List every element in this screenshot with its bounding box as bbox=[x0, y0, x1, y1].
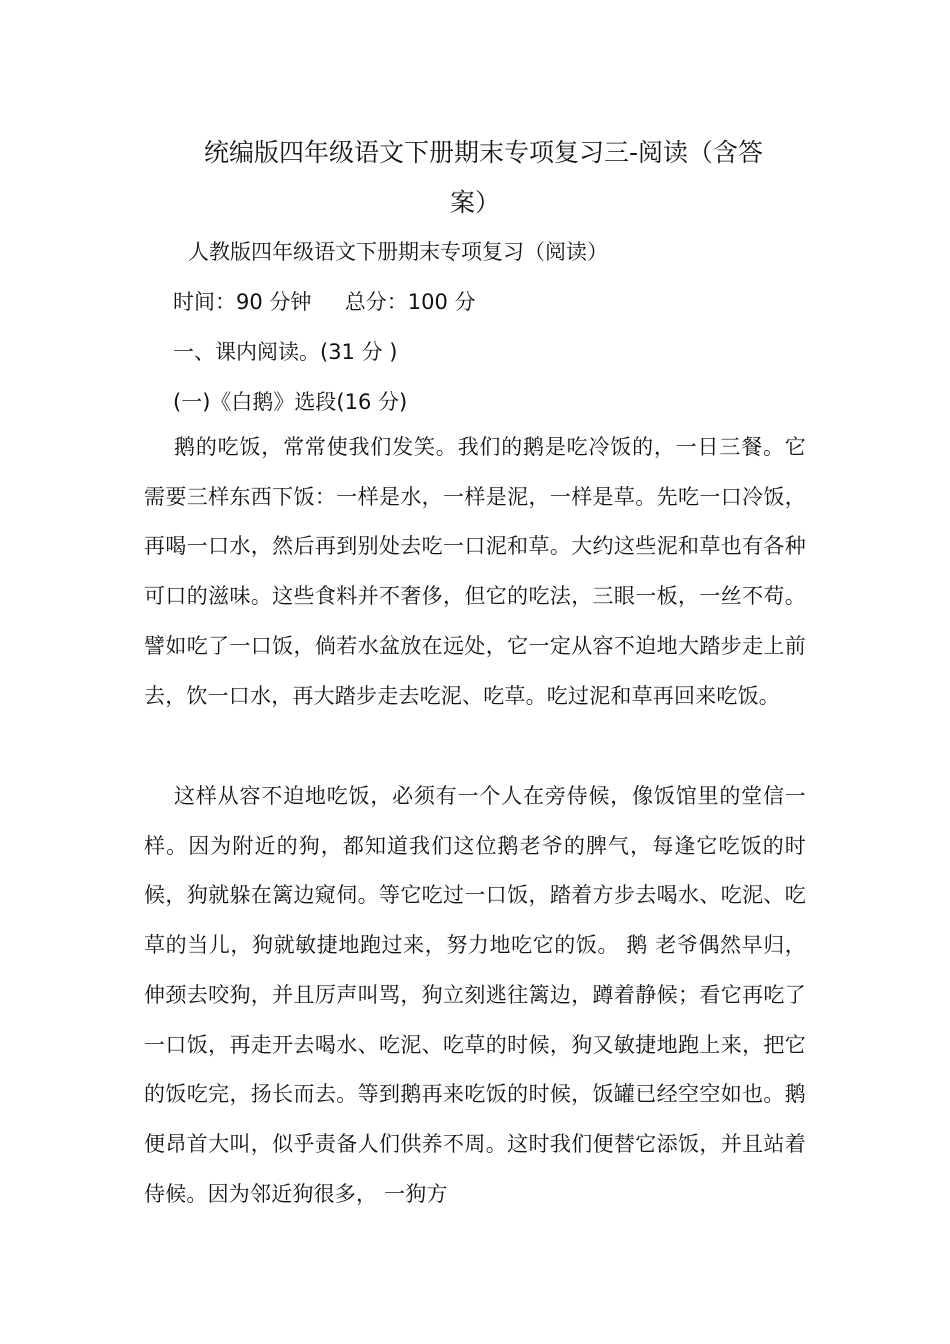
paragraph-2: 这样从容不迫地吃饭，必须有一个人在旁侍候，像饭馆里的堂信一样。因为附近的狗，都知道我们这位鹅老爷的脾气，每逢它吃饭的时候，狗就躲在篱边窥伺。等它吃过一口饭，踏着方步去喝水、吃泥、吃草的当儿，狗就敏捷地跑过来，努力地吃它的饭。 鹅 老爷偶然早归，伸颈去咬狗，并且厉声叫骂，狗立刻逃往篱边，蹲着静候；看它再吃了一口饭，再走开去喝水、吃泥、吃草的时候，狗又敏捷地跑上来，把它的饭吃完，扬长而去。等到鹅再来吃饭的时候，饭罐已经空空如也。鹅便昂首大叫，似乎责备人们供养不周。这时我们便替它添饭，并且站着侍候。因为邻近狗很多， 一狗方 bbox=[144, 784, 806, 1206]
document-title bbox=[144, 128, 806, 228]
document-subtitle: 人教版四年级语文下册期末专项复习（阅读） bbox=[188, 240, 608, 264]
paragraph-1: 鹅的吃饭，常常使我们发笑。我们的鹅是吃冷饭的，一日三餐。它需要三样东西下饭：一样是水，一样是泥，一样是草。先吃一口冷饭，再喝一口水，然后再到别处去吃一口泥和草。大约这些泥和草也有各种可口的滋味。这些食料并不奢侈，但它的吃法，三眼一板，一丝不苟。譬如吃了一口饭，倘若水盆放在远处，它一定从容不迫地大踏步走上前去，饮一口水，再大踏步走去吃泥、吃草。吃过泥和草再回来吃饭。 bbox=[144, 435, 806, 708]
exam-meta: 时间：90 分钟 总分：100 分 bbox=[173, 290, 476, 314]
title-line-1: 统编版四年级语文下册期末专项复习三-阅读（含答 bbox=[204, 138, 764, 167]
section-heading: 一、课内阅读。(31 分 ) bbox=[173, 340, 398, 364]
title-line-2: 案） bbox=[449, 188, 500, 217]
passage-heading: (一)《白鹅》选段(16 分) bbox=[173, 390, 408, 414]
